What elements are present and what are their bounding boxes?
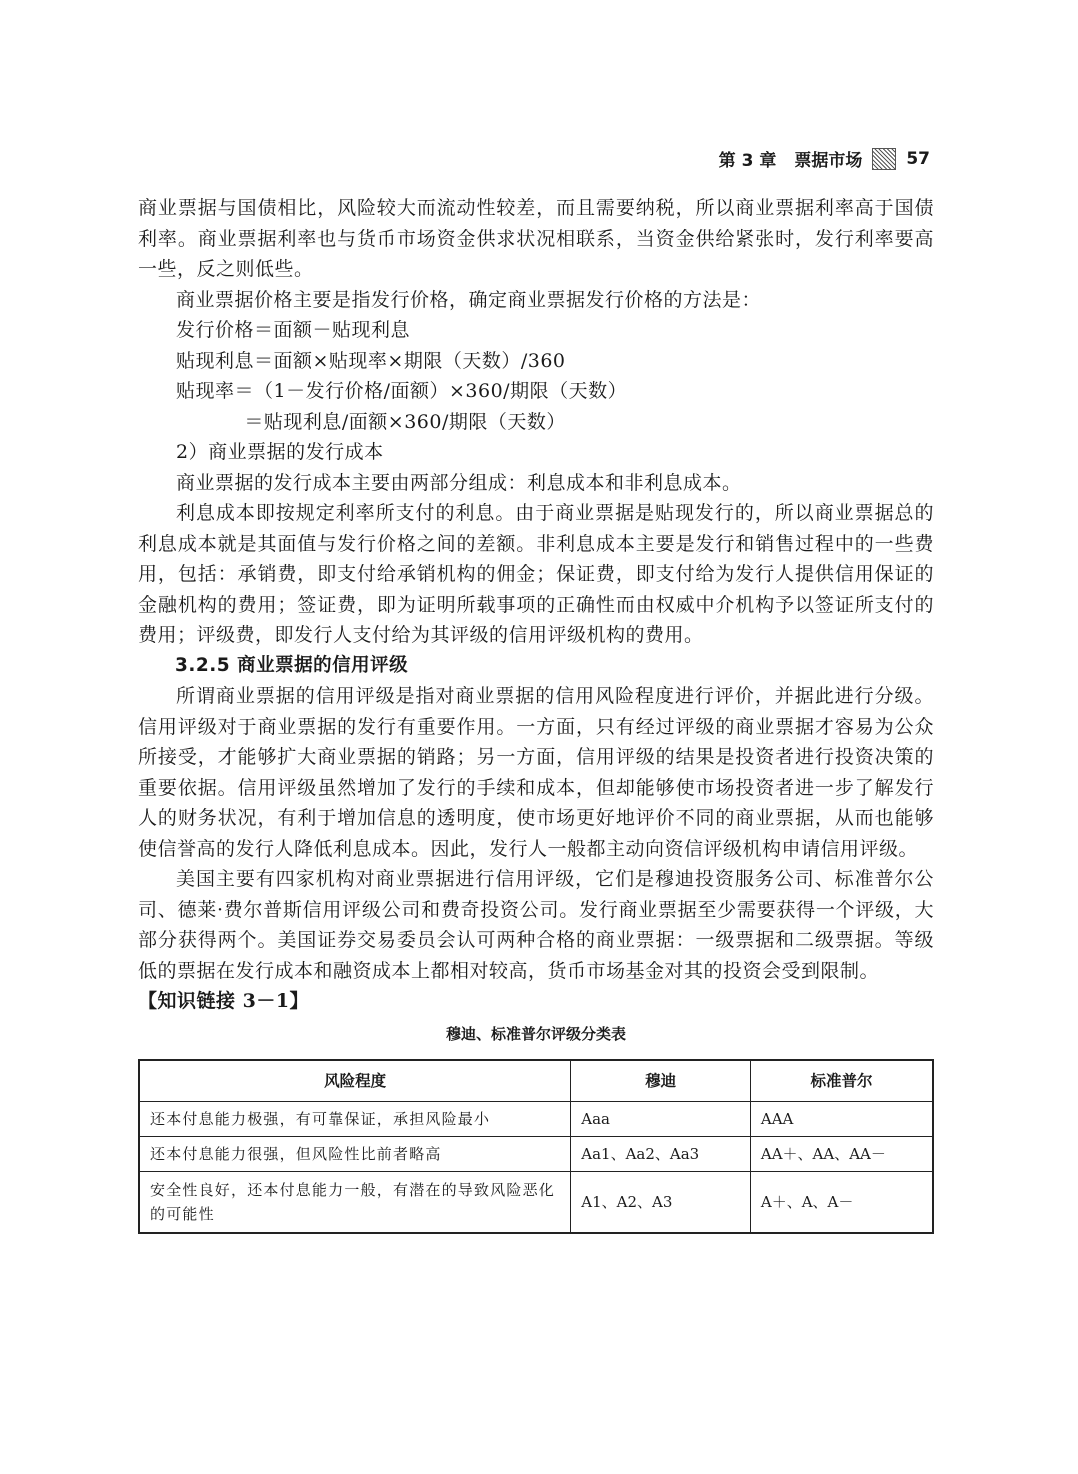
knowledge-link-title: 【知识链接 3－1】 — [138, 990, 310, 1012]
paragraph: 美国主要有四家机构对商业票据进行信用评级，它们是穆迪投资服务公司、标准普尔公司、德莱·费尔普斯信用评级公司和费奇投资公司。发行商业票据至少需要获得一个评级，大部分获得两个。美国证券交易委员会认可两种合格的商业票据：一级票据和二级票据。等级低的票据在发行成本和融资成本上都相对较高，货币市场基金对其的投资会受到限制。 — [138, 868, 934, 982]
moodys-cell: Aaa — [571, 1102, 751, 1137]
page-number: 57 — [906, 148, 930, 169]
header-sp: 标准普尔 — [750, 1060, 933, 1102]
table-row — [139, 1172, 933, 1234]
paragraph: 商业票据与国债相比，风险较大而流动性较差，而且需要纳税，所以商业票据利率高于国债利率。商业票据利率也与货币市场资金供求状况相联系，当资金供给紧张时，发行利率要高一些，反之则低些。 — [138, 197, 934, 280]
moodys-cell: Aa1、Aa2、Aa3 — [571, 1137, 751, 1172]
chapter-title: 票据市场 — [794, 151, 863, 171]
risk-cell: 还本付息能力很强，但风险性比前者略高 — [139, 1137, 571, 1172]
header-separator-icon — [872, 148, 896, 170]
sp-cell: AA＋、AA、AA－ — [750, 1137, 933, 1172]
table-header-row — [139, 1060, 933, 1102]
formula-line: ＝贴现利息/面额×360/期限（天数） — [244, 410, 566, 433]
table-caption: 穆迪、标准普尔评级分类表 — [445, 1024, 626, 1043]
formula-line: 贴现率＝（1－发行价格/面额）×360/期限（天数） — [176, 380, 628, 402]
formula-line: 发行价格＝面额－贴现利息 — [176, 319, 411, 341]
rating-table — [138, 1059, 934, 1234]
chapter-label: 第 3 章 — [718, 151, 777, 171]
header-moodys: 穆迪 — [571, 1060, 751, 1102]
risk-cell: 还本付息能力极强，有可靠保证，承担风险最小 — [139, 1102, 571, 1137]
table-row — [139, 1102, 933, 1137]
sp-cell: A＋、A、A－ — [750, 1172, 933, 1234]
sp-cell: AAA — [750, 1102, 933, 1137]
page-header — [719, 146, 930, 171]
subsection-title: 2）商业票据的发行成本 — [176, 441, 384, 463]
risk-cell: 安全性良好，还本付息能力一般，有潜在的导致风险恶化的可能性 — [139, 1172, 571, 1234]
paragraph: 利息成本即按规定利率所支付的利息。由于商业票据是贴现发行的，所以商业票据总的利息成本就是其面值与发行价格之间的差额。非利息成本主要是发行和销售过程中的一些费用，包括：承销费，即支付给承销机构的佣金；保证费，即支付给为发行人提供信用保证的金融机构的费用；签证费，即为证明所载事项的正确性而由权威中介机构予以签证所支付的费用；评级费，即发行人支付给为其评级的信用评级机构的费用。 — [138, 502, 934, 646]
paragraph: 所谓商业票据的信用评级是指对商业票据的信用风险程度进行评价，并据此进行分级。信用评级对于商业票据的发行有重要作用。一方面，只有经过评级的商业票据才容易为公众所接受，才能够扩大商业票据的销路；另一方面，信用评级的结果是投资者进行投资决策的重要依据。信用评级虽然增加了发行的手续和成本，但却能够使市场投资者进一步了解发行人的财务状况，有利于增加信息的透明度，使市场更好地评价不同的商业票据，从而也能够使信誉高的发行人降低利息成本。因此，发行人一般都主动向资信评级机构申请信用评级。 — [138, 685, 934, 860]
section-title: 3.2.5 商业票据的信用评级 — [175, 654, 409, 676]
page-body — [138, 193, 934, 1234]
formula-line: 贴现利息＝面额×贴现率×期限（天数）/360 — [176, 349, 566, 372]
moodys-cell: A1、A2、A3 — [571, 1172, 751, 1234]
header-risk: 风险程度 — [139, 1060, 571, 1102]
paragraph: 商业票据价格主要是指发行价格，确定商业票据发行价格的方法是： — [176, 288, 762, 311]
table-row — [139, 1137, 933, 1172]
paragraph: 商业票据的发行成本主要由两部分组成：利息成本和非利息成本。 — [176, 471, 742, 494]
